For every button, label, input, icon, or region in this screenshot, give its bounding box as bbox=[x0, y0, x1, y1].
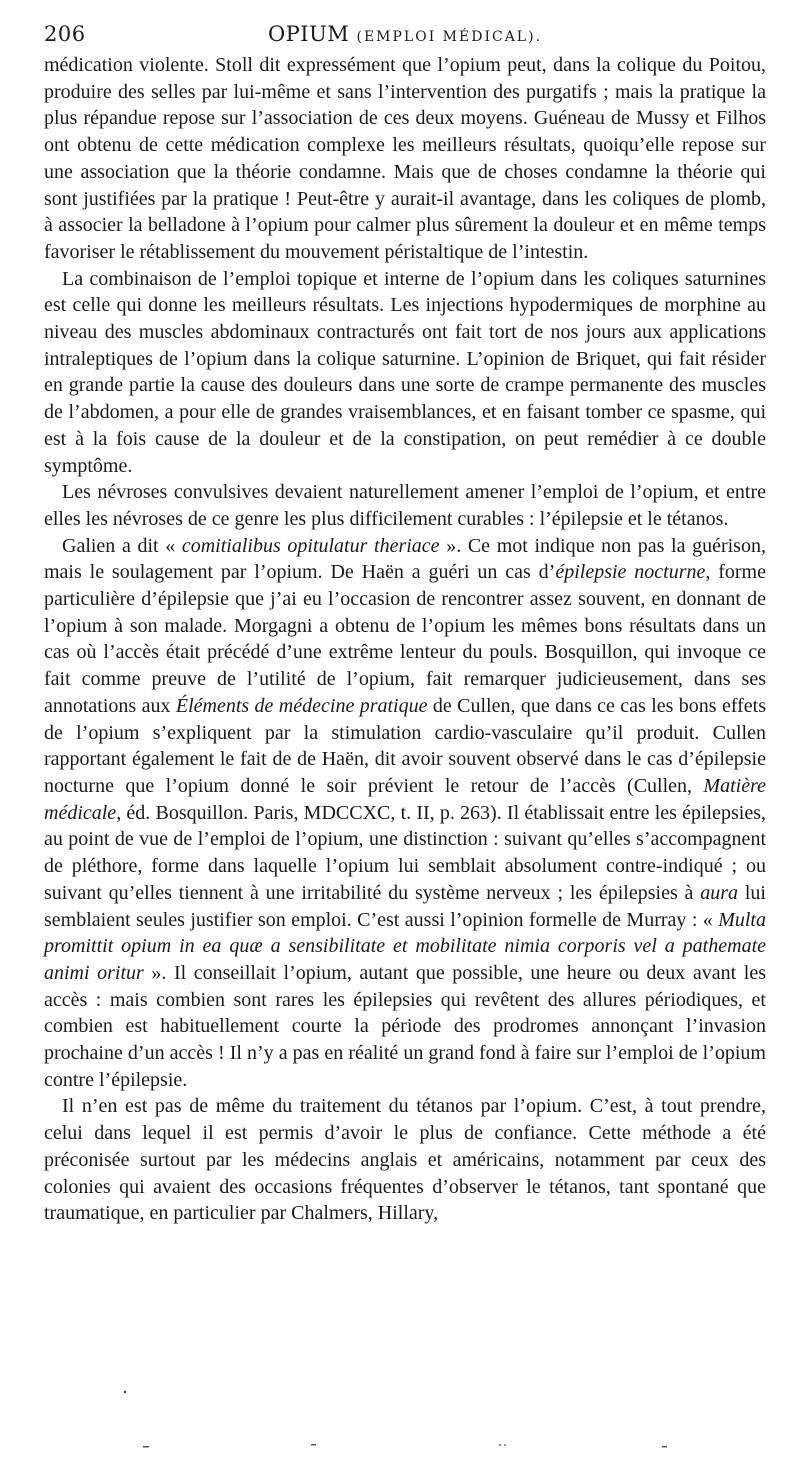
italic-text: Multa promittit opium in ea quæ a sensibilitate et mobilitate nimia corporis vel a pathemate animi oritur bbox=[44, 908, 766, 984]
scan-speck bbox=[311, 1444, 316, 1446]
text-run: La combinaison de l’emploi topique et interne de l’opium dans les coliques saturnines est celle qui donne les meilleurs résultats. Les injections hypodermiques de morphine au niveau des muscles abdominaux contracturés ont fait tort de nos jours aux applications intraleptiques de l’opium dans la colique saturnine. L’opinion de Briquet, qui fait résider en grande partie la cause des douleurs dans une sorte de crampe permanente des muscles de l’abdomen, a pour elle de grandes vraisemblances, et en faisant tomber ce spasme, qui est à la fois cause de la douleur et de la constipation, on peut remédier à ce double symptôme. bbox=[44, 267, 766, 477]
text-run: éd. Bosquillon. Paris, MDCCXC, t. II, p. 263). Il établissait entre les épilepsies, au point de vue de l’emploi de l’opium, une distinction : suivant qu’elles s’accompagnent de pléthore, forme dans laquelle l’opium lui semblait absolument contre-indiqué ; ou suivant qu’elles tiennent à une irritabilité du système nerveux ; les épilepsies à bbox=[44, 801, 766, 904]
scan-speck bbox=[143, 1446, 149, 1448]
page-number: 206 bbox=[44, 22, 86, 46]
running-title-main: OPIUM bbox=[267, 22, 350, 46]
body-text bbox=[44, 52, 766, 1227]
scan-speck bbox=[504, 1444, 506, 1446]
paragraph bbox=[44, 479, 766, 532]
text-run: médication violente. Stoll dit expressément que l’opium peut, dans la colique du Poitou, produire des selles par lui-même et sans l’intervention des purgatifs ; mais la pratique la plus répandue repose sur l’association de ces deux moyens. Guéneau de Mussy et Filhos ont obtenu de cette médication complexe les meilleurs résultats, quoiqu’elle repose sur une association que la théorie condamne. Mais que de choses condamne la théorie qui sont justifiées par la pratique ! Peut-être y aurait-il avantage, dans les coliques de plomb, à associer la belladone à l’opium pour calmer plus sûrement la douleur et en même temps favoriser le rétablissement du mouvement péristaltique de l’intestin. bbox=[44, 54, 766, 263]
text-run: ». Ce mot indique non pas la guérison, mais le soulagement par l’opium. De Haën a guéri un cas d’ bbox=[44, 534, 766, 584]
book-page bbox=[44, 22, 766, 1227]
text-run: Il n’en est pas de même du traitement du tétanos par l’opium. C’est, à tout prendre, celui dans lequel il est permis d’avoir le plus de confiance. Cette méthode a été préconisée surtout par les médecins anglais et américains, notamment par ceux des colonies qui avaient des occasions fréquentes d’observer le tétanos, tant spontané que traumatique, en particulier par Chalmers, Hillary, bbox=[44, 1095, 766, 1225]
text-run: Galien a dit « bbox=[62, 534, 182, 557]
scan-speck bbox=[499, 1444, 501, 1446]
running-title-sub: (EMPLOI MÉDICAL). bbox=[356, 29, 543, 45]
italic-text: Éléments de médecine pratique bbox=[175, 694, 428, 717]
text-run: de Cullen, que dans ce cas les bons effets de l’opium s’expliquent par la stimulation cardio-vasculaire qu’il produit. Cullen rapportant également le fait de de Haën, dit avoir souvent observé dans le cas d’épilepsie nocturne que l’opium donné le soir prévient le retour de l’accès (Cullen, bbox=[44, 694, 767, 797]
paragraph bbox=[44, 1093, 766, 1227]
italic-text: épilepsie nocturne, bbox=[555, 561, 711, 584]
paragraph bbox=[44, 533, 766, 1094]
text-run: lui semblaient seules justifier son emploi. C’est aussi l’opinion formelle de Murray : « bbox=[44, 881, 766, 931]
italic-text: comitialibus opitulatur theriace bbox=[181, 534, 440, 557]
text-run: ». Il conseillait l’opium, autant que possible, une heure ou deux avant les accès : mais combien sont rares les épilepsies qui revêtent des allures périodiques, et combien est habituellement courte la période des prodromes annonçant l’invasion prochaine d’un accès ! Il n’y a pas en réalité un grand fond à faire sur l’emploi de l’opium contre l’épilepsie. bbox=[44, 961, 766, 1091]
italic-text: Matière médicale, bbox=[44, 774, 766, 824]
text-run: forme particulière d’épilepsie que j’ai eu l’occasion de rencontrer assez souvent, en donnant de l’opium à son malade. Morgagni a obtenu de l’opium les mêmes bons résultats dans un cas où l’accès était précédé d’une extrême lenteur du pouls. Bosquillon, qui invoque ce fait comme preuve de l’utilité de l’opium, fait remarquer judicieusement, dans ses annotations aux bbox=[44, 561, 766, 717]
text-run: Les névroses convulsives devaient naturellement amener l’emploi de l’opium, et entre elles les névroses de ce genre les plus difficilement curables : l’épilepsie et le tétanos. bbox=[44, 481, 766, 530]
italic-text: aura bbox=[700, 881, 739, 904]
paragraph bbox=[44, 266, 766, 480]
running-title bbox=[44, 22, 766, 46]
running-header bbox=[44, 22, 766, 52]
scan-speck bbox=[124, 1391, 126, 1393]
scan-speck bbox=[662, 1446, 667, 1448]
paragraph bbox=[44, 52, 766, 266]
